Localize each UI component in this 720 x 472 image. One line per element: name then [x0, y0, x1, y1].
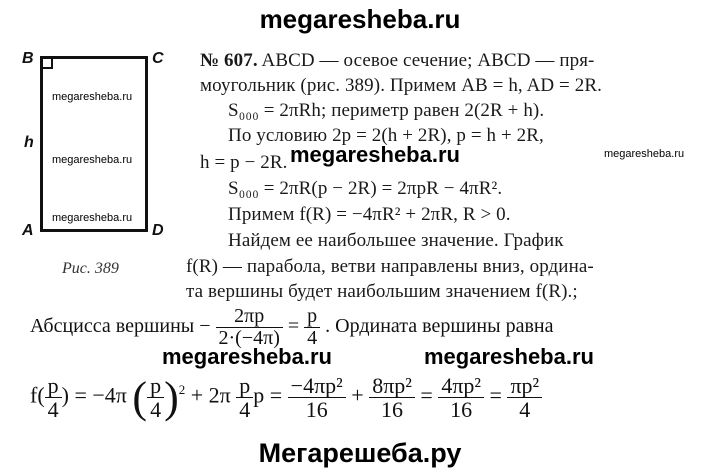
- rectangle-abcd: [40, 56, 148, 232]
- paren-close: ): [164, 373, 179, 422]
- vertex-b-label: B: [22, 50, 34, 67]
- watermark-figure-2: megaresheba.ru: [52, 154, 133, 166]
- f-term1-den: 4: [150, 397, 162, 422]
- f-lhs-num: p: [45, 374, 62, 398]
- f-lhs-den: 4: [47, 397, 59, 422]
- f-term1-power: 2: [178, 382, 186, 398]
- abscissa-line: [30, 306, 553, 349]
- f-term6-den: 4: [519, 397, 531, 422]
- abscissa-fraction: [216, 306, 283, 349]
- solution-line-2: моугольник (рис. 389). Примем AB = h, AD = 2R.: [200, 75, 602, 96]
- f-term5-fraction: [438, 374, 484, 421]
- solution-line-1-text: ABCD — осевое сечение; ABCD — пря-: [261, 50, 595, 71]
- solution-line-7: Примем f(R) = −4πR² + 2πR, R > 0.: [228, 204, 511, 225]
- f-lhs-fraction: [45, 374, 62, 421]
- solution-line-3: S₀₀₀ = 2πRh; периметр равен 2(2R + h).: [228, 100, 545, 121]
- f-lhs-close: ) = −4π: [61, 382, 127, 408]
- solution-line-5: h = p − 2R.: [200, 152, 288, 173]
- final-formula: [30, 372, 542, 423]
- f-term2-tail: p =: [253, 382, 283, 408]
- problem-number: № 607.: [200, 50, 258, 71]
- solution-line-10: та вершины будет наибольшим значением f(R).;: [186, 281, 578, 302]
- solution-line-8: Найдем ее наибольшее значение. График: [228, 230, 564, 251]
- solution-line-4: По условию 2p = 2(h + 2R), p = h + 2R,: [228, 125, 544, 146]
- f-term2-num: p: [236, 374, 253, 398]
- abscissa-denominator: 2·(−4π): [218, 327, 280, 349]
- watermark-bottom-1: megaresheba.ru: [162, 344, 332, 369]
- watermark-figure-1: megaresheba.ru: [52, 91, 133, 103]
- f-eq-2: =: [489, 382, 502, 408]
- watermark-footer: Мегарешеба.ру: [258, 438, 462, 468]
- f-plus: + 2π: [190, 382, 231, 408]
- f-term6-fraction: [507, 374, 542, 421]
- f-term1-num: p: [147, 374, 164, 398]
- f-plus-2: +: [351, 382, 364, 408]
- watermark-figure-3: megaresheba.ru: [52, 212, 133, 224]
- f-lhs-open: f(: [30, 382, 45, 408]
- f-term4-num: 8πp²: [369, 374, 415, 398]
- abscissa-result-numerator: p: [304, 306, 320, 328]
- watermark-top: megaresheba.ru: [259, 4, 461, 34]
- abscissa-prefix: Абсцисса вершины −: [30, 315, 211, 338]
- paren-open: (: [132, 373, 148, 422]
- f-term3-den: 16: [305, 397, 328, 422]
- vertex-d-label: D: [152, 222, 164, 239]
- f-term2-den: 4: [239, 397, 251, 422]
- vertex-c-label: C: [152, 50, 164, 67]
- ordinate-text: . Ордината вершины равна: [325, 315, 554, 338]
- watermark-bottom-2: megaresheba.ru: [424, 344, 594, 369]
- abscissa-equals: =: [287, 315, 300, 338]
- f-term5-den: 16: [450, 397, 473, 422]
- f-term6-num: πp²: [507, 374, 542, 398]
- f-eq-1: =: [420, 382, 433, 408]
- f-term3-num: −4πp²: [288, 374, 346, 398]
- abscissa-numerator: 2πp: [216, 306, 283, 328]
- f-term4-fraction: [369, 374, 415, 421]
- abscissa-result: [304, 306, 320, 349]
- f-term2-fraction: [236, 374, 253, 421]
- figure-caption: Рис. 389: [62, 260, 119, 277]
- watermark-middle: megaresheba.ru: [290, 142, 460, 167]
- f-term3-fraction: [288, 374, 346, 421]
- f-term5-num: 4πp²: [438, 374, 484, 398]
- solution-line-9: f(R) — парабола, ветви направлены вниз, ордина-: [186, 256, 594, 277]
- f-term1-fraction: [147, 374, 164, 421]
- watermark-right-small: megaresheba.ru: [604, 148, 685, 160]
- vertex-a-label: A: [22, 222, 34, 239]
- solution-line-1: [200, 50, 594, 72]
- side-h-label: h: [24, 134, 34, 151]
- abscissa-result-denominator: 4: [307, 327, 318, 349]
- right-angle-mark: [42, 58, 53, 69]
- f-term4-den: 16: [381, 397, 404, 422]
- solution-line-6: S₀₀₀ = 2πR(p − 2R) = 2πpR − 4πR².: [228, 178, 503, 199]
